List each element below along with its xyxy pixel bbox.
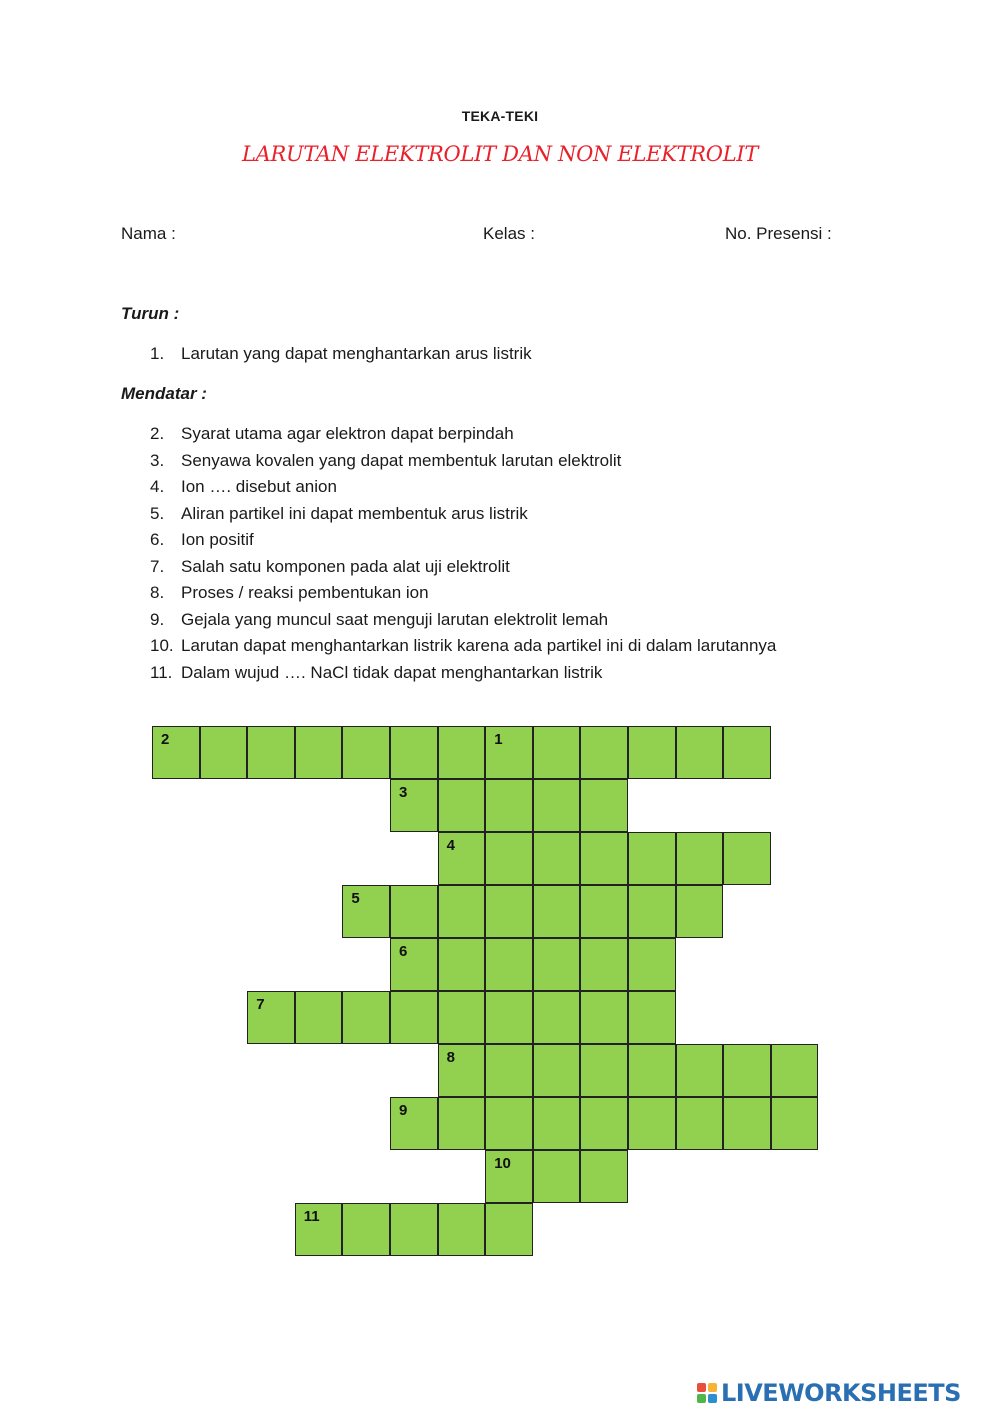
crossword-cell[interactable] (342, 726, 390, 779)
crossword-cell[interactable] (628, 938, 676, 991)
crossword-cell[interactable] (533, 1097, 581, 1150)
cell-number: 1 (494, 731, 503, 748)
crossword-cell[interactable] (438, 938, 486, 991)
crossword-cell[interactable] (628, 726, 676, 779)
crossword-cell[interactable] (676, 885, 724, 938)
down-section-label: Turun : (121, 304, 180, 323)
clue-text: Gejala yang muncul saat menguji larutan elektrolit lemah (181, 609, 609, 629)
crossword-cell[interactable] (485, 1150, 533, 1203)
crossword-cell[interactable] (580, 1044, 628, 1097)
crossword-cell[interactable] (485, 726, 533, 779)
crossword-cell[interactable] (580, 832, 628, 885)
clue-text: Proses / reaksi pembentukan ion (181, 583, 429, 602)
crossword-cell[interactable] (390, 779, 438, 832)
clue-text: Ion positif (181, 530, 254, 549)
crossword-cell[interactable] (485, 779, 533, 832)
crossword-cell[interactable] (342, 885, 390, 938)
cell-number: 11 (303, 1208, 320, 1225)
crossword-cell[interactable] (485, 1203, 533, 1256)
clue-number: 6. (150, 530, 165, 549)
clue-number: 1. (150, 344, 165, 363)
crossword-cell[interactable] (390, 726, 438, 779)
crossword-cell[interactable] (342, 1203, 390, 1256)
crossword-cell[interactable] (485, 832, 533, 885)
name-field-label: Nama : (121, 224, 176, 243)
crossword-cell[interactable] (533, 1044, 581, 1097)
crossword-cell[interactable] (628, 832, 676, 885)
logo-square-yellow (708, 1383, 717, 1392)
crossword-cell[interactable] (628, 991, 676, 1044)
clue-text: Syarat utama agar elektron dapat berpindah (181, 424, 514, 443)
clue-number: 8. (150, 583, 165, 602)
crossword-cell[interactable] (390, 1203, 438, 1256)
class-field-label: Kelas : (483, 224, 535, 243)
crossword-cell[interactable] (723, 1044, 771, 1097)
cell-number: 2 (161, 731, 170, 748)
crossword-cell[interactable] (533, 1150, 581, 1203)
cell-number: 7 (256, 996, 265, 1013)
crossword-cell[interactable] (438, 885, 486, 938)
logo-mark-icon (697, 1383, 717, 1403)
cell-number: 3 (399, 784, 408, 801)
crossword-cell[interactable] (723, 832, 771, 885)
crossword-cell[interactable] (676, 1097, 724, 1150)
cell-number: 9 (399, 1102, 408, 1119)
crossword-cell[interactable] (771, 1044, 819, 1097)
crossword-cell[interactable] (580, 1097, 628, 1150)
clue-number: 5. (150, 503, 165, 523)
crossword-cell[interactable] (628, 885, 676, 938)
cell-number: 4 (446, 837, 455, 854)
crossword-cell[interactable] (580, 779, 628, 832)
clue-text: Aliran partikel ini dapat membentuk arus listrik (181, 503, 528, 523)
crossword-cell[interactable] (438, 726, 486, 779)
crossword-cell[interactable] (771, 1097, 819, 1150)
crossword-cell[interactable] (580, 1150, 628, 1203)
crossword-cell[interactable] (533, 885, 581, 938)
logo-square-blue (708, 1394, 717, 1403)
crossword-cell[interactable] (676, 832, 724, 885)
page-title: LARUTAN ELEKTROLIT DAN NON ELEKTROLIT (241, 142, 759, 166)
cell-number: 10 (494, 1155, 511, 1172)
crossword-cell[interactable] (485, 885, 533, 938)
crossword-cell[interactable] (628, 1044, 676, 1097)
crossword-cell[interactable] (438, 1044, 486, 1097)
logo-square-green (697, 1394, 706, 1403)
crossword-cell[interactable] (533, 832, 581, 885)
crossword-cell[interactable] (438, 832, 486, 885)
crossword-cell[interactable] (580, 991, 628, 1044)
clue-text: Senyawa kovalen yang dapat membentuk larutan elektrolit (181, 450, 622, 470)
cell-number: 5 (351, 890, 360, 907)
crossword-cell[interactable] (533, 938, 581, 991)
crossword-cell[interactable] (676, 726, 724, 779)
crossword-cell[interactable] (295, 1203, 343, 1256)
crossword-cell[interactable] (676, 1044, 724, 1097)
crossword-cell[interactable] (390, 938, 438, 991)
crossword-cell[interactable] (723, 726, 771, 779)
liveworksheets-logo (697, 1378, 961, 1408)
crossword-cell[interactable] (580, 885, 628, 938)
crossword-cell[interactable] (533, 726, 581, 779)
clue-number: 4. (150, 477, 165, 496)
crossword-cell[interactable] (342, 991, 390, 1044)
crossword-cell[interactable] (485, 991, 533, 1044)
clue-number: 3. (150, 450, 165, 470)
clue-number: 7. (150, 556, 165, 576)
crossword-cell[interactable] (200, 726, 248, 779)
crossword-cell[interactable] (438, 991, 486, 1044)
clue-text: Larutan dapat menghantarkan listrik karena ada partikel ini di dalam larutannya (181, 636, 777, 655)
across-section-label: Mendatar : (121, 384, 207, 403)
clue-text: Ion …. disebut anion (181, 477, 337, 496)
clue-number: 2. (150, 424, 165, 443)
logo-text: LIVEWORKSHEETS (721, 1379, 961, 1407)
crossword-cell[interactable] (247, 726, 295, 779)
cell-number: 8 (446, 1049, 455, 1066)
clue-number: 9. (150, 609, 165, 629)
crossword-cell[interactable] (628, 1097, 676, 1150)
crossword-cell[interactable] (485, 1044, 533, 1097)
page-heading: TEKA-TEKI (461, 108, 539, 124)
crossword-cell[interactable] (390, 885, 438, 938)
crossword-cell[interactable] (295, 726, 343, 779)
crossword-cell[interactable] (533, 779, 581, 832)
clue-text: Salah satu komponen pada alat uji elektrolit (181, 556, 510, 576)
crossword-cell[interactable] (723, 1097, 771, 1150)
crossword-cell[interactable] (533, 991, 581, 1044)
attendance-field-label: No. Presensi : (725, 224, 832, 243)
clue-number: 10. (150, 636, 174, 655)
clue-text: Dalam wujud …. NaCl tidak dapat menghantarkan listrik (181, 662, 603, 682)
crossword-cell[interactable] (438, 1097, 486, 1150)
crossword-cell[interactable] (295, 991, 343, 1044)
crossword-cell[interactable] (485, 1097, 533, 1150)
crossword-cell[interactable] (438, 1203, 486, 1256)
clue-number: 11. (150, 662, 173, 682)
logo-square-red (697, 1383, 706, 1392)
crossword-cell[interactable] (390, 991, 438, 1044)
crossword-cell[interactable] (580, 938, 628, 991)
crossword-cell[interactable] (390, 1097, 438, 1150)
crossword-cell[interactable] (247, 991, 295, 1044)
crossword-cell[interactable] (485, 938, 533, 991)
crossword-cell[interactable] (152, 726, 200, 779)
clue-text: Larutan yang dapat menghantarkan arus listrik (181, 344, 532, 363)
crossword-cell[interactable] (438, 779, 486, 832)
cell-number: 6 (399, 943, 408, 960)
crossword-cell[interactable] (580, 726, 628, 779)
